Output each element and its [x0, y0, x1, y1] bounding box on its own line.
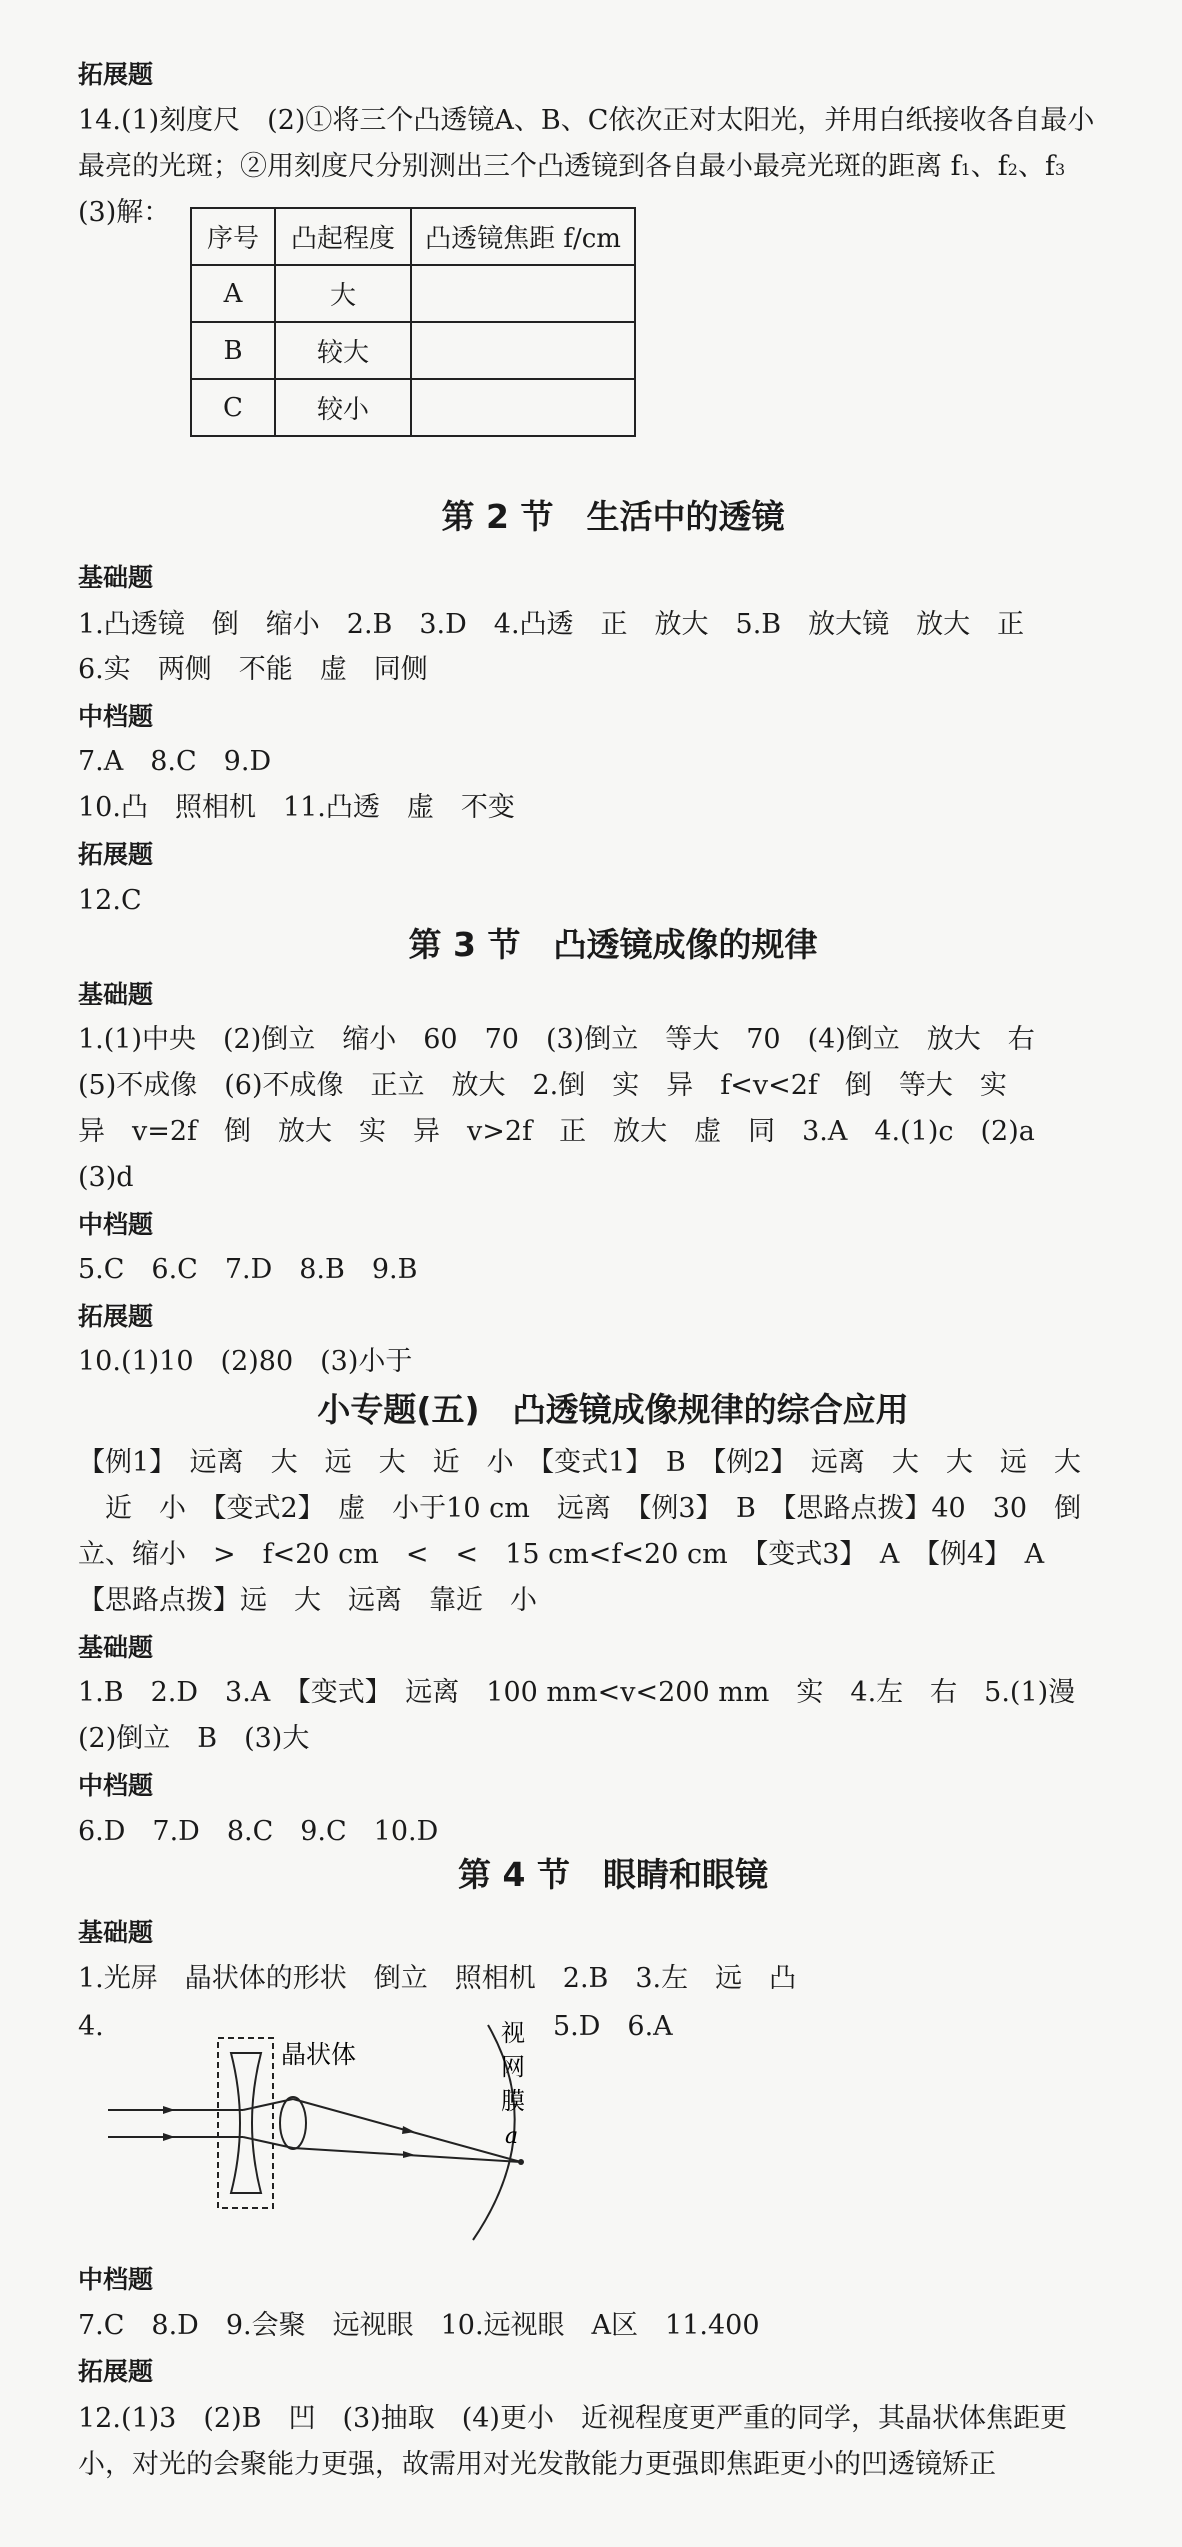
- category-extension: 拓展题: [78, 840, 154, 869]
- category-extension: 拓展题: [78, 1302, 154, 1331]
- lens-label: 晶状体: [281, 2040, 357, 2069]
- s5-line-6: (2)倒立 B (3)大: [78, 1723, 310, 1754]
- sep-2: 、f: [1017, 151, 1055, 182]
- table-cell: 较大: [275, 322, 411, 379]
- table-cell: 较小: [275, 379, 411, 436]
- subscript-3: 3: [1054, 160, 1066, 179]
- category-medium: 中档题: [78, 1771, 154, 1800]
- retina-label-3: 膜: [501, 2087, 525, 2115]
- table-header: 凸透镜焦距 f/cm: [411, 208, 635, 265]
- s4-line-4: 小，对光的会聚能力更强，故需用对光发散能力更强即焦距更小的凹透镜矫正: [78, 2449, 996, 2480]
- q14-line-2: [78, 147, 1065, 187]
- section-4-title: 第 4 节 眼睛和眼镜: [458, 1855, 768, 1894]
- q14-line-3: (3)解：: [78, 197, 171, 228]
- eye-lens-diagram: [103, 2015, 543, 2250]
- s4-after-figure: 5.D 6.A: [553, 2011, 673, 2042]
- s3-line-2: (5)不成像 (6)不成像 正立 放大 2.倒 实 异 f<v<2f 倒 等大 实: [78, 1070, 1007, 1101]
- table-cell: [411, 265, 635, 322]
- focus-point: [518, 2159, 524, 2165]
- s5-line-4: 【思路点拨】远 大 远离 靠近 小: [78, 1585, 537, 1616]
- s5-line-2: 近 小 【变式2】 虚 小于10 cm 远离 【例3】 B 【思路点拨】40 30 倒: [78, 1493, 1082, 1524]
- table-cell: A: [191, 265, 275, 322]
- arrow-icon: [403, 2151, 415, 2158]
- subscript-1: 1: [960, 160, 971, 179]
- s3-line-1: 1.(1)中央 (2)倒立 缩小 60 70 (3)倒立 等大 70 (4)倒立 放大 右: [78, 1024, 1035, 1055]
- concave-lens: [231, 2053, 261, 2193]
- category-extension: 拓展题: [78, 2357, 154, 2386]
- table-cell: B: [191, 322, 275, 379]
- s2-line-5: 12.C: [78, 885, 142, 916]
- arrow-icon: [163, 2106, 175, 2114]
- s4-line-2: 7.C 8.D 9.会聚 远视眼 10.远视眼 A区 11.400: [78, 2310, 760, 2341]
- s5-line-3: 立、缩小 > f<20 cm < < 15 cm<f<20 cm 【变式3】 A 【例4】 A: [78, 1539, 1045, 1570]
- category-basic: 基础题: [78, 1633, 154, 1662]
- table-cell: [411, 379, 635, 436]
- section-3-title: 第 3 节 凸透镜成像的规律: [408, 925, 818, 964]
- s5-line-7: 6.D 7.D 8.C 9.C 10.D: [78, 1816, 439, 1847]
- s2-line-4: 10.凸 照相机 11.凸透 虚 不变: [78, 792, 515, 823]
- arrow-icon: [163, 2133, 175, 2141]
- retina-label-2: 网: [501, 2053, 525, 2081]
- s5-line-1: 【例1】 远离 大 远 大 近 小 【变式1】 B 【例2】 远离 大 大 远 大: [78, 1447, 1081, 1478]
- table-cell: 大: [275, 265, 411, 322]
- q14-line-1: 14.(1)刻度尺 (2)①将三个凸透镜A、B、C依次正对太阳光，并用白纸接收各自最小: [78, 105, 1095, 136]
- crystalline-lens: [280, 2097, 306, 2149]
- category-medium: 中档题: [78, 1210, 154, 1239]
- q14-text: 最亮的光斑；②用刻度尺分别测出三个凸透镜到各自最小最亮光斑的距离 f: [78, 151, 961, 182]
- dashed-box: [218, 2038, 273, 2208]
- section-2-title: 第 2 节 生活中的透镜: [441, 497, 785, 536]
- subscript-2: 2: [1007, 160, 1018, 179]
- table-cell: [411, 322, 635, 379]
- table-cell: C: [191, 379, 275, 436]
- point-label: a: [505, 2124, 519, 2149]
- table-header: 序号: [191, 208, 275, 265]
- table-header-row: [191, 208, 635, 265]
- s5-line-5: 1.B 2.D 3.A 【变式】 远离 100 mm<v<200 mm 实 4.左 右 5.(1)漫: [78, 1677, 1076, 1708]
- s3-line-5: 5.C 6.C 7.D 8.B 9.B: [78, 1254, 418, 1285]
- category-extension: 拓展题: [78, 60, 154, 89]
- s2-line-2: 6.实 两侧 不能 虚 同侧: [78, 654, 428, 685]
- table-row: [191, 322, 635, 379]
- category-basic: 基础题: [78, 980, 154, 1009]
- s3-line-6: 10.(1)10 (2)80 (3)小于: [78, 1346, 413, 1377]
- s4-q4-label: 4.: [78, 2011, 104, 2042]
- category-basic: 基础题: [78, 1918, 154, 1947]
- special-topic-title: 小专题(五) 凸透镜成像规律的综合应用: [317, 1390, 909, 1429]
- s3-line-4: (3)d: [78, 1162, 134, 1193]
- s4-line-1: 1.光屏 晶状体的形状 倒立 照相机 2.B 3.左 远 凸: [78, 1963, 797, 1994]
- sep-1: 、f: [970, 151, 1008, 182]
- category-medium: 中档题: [78, 702, 154, 731]
- table-row: [191, 379, 635, 436]
- s4-line-3: 12.(1)3 (2)B 凹 (3)抽取 (4)更小 近视程度更严重的同学，其晶状体焦距更: [78, 2403, 1067, 2434]
- retina-label-1: 视: [501, 2019, 525, 2047]
- table-row: [191, 265, 635, 322]
- table-header: 凸起程度: [275, 208, 411, 265]
- category-basic: 基础题: [78, 563, 154, 592]
- s2-line-1: 1.凸透镜 倒 缩小 2.B 3.D 4.凸透 正 放大 5.B 放大镜 放大 正: [78, 609, 1025, 640]
- ray-upper-diverged: [243, 2099, 293, 2110]
- s2-line-3: 7.A 8.C 9.D: [78, 746, 272, 777]
- lens-table: [190, 207, 636, 437]
- category-medium: 中档题: [78, 2265, 154, 2294]
- s3-line-3: 异 v=2f 倒 放大 实 异 v>2f 正 放大 虚 同 3.A 4.(1)c (2)a: [78, 1116, 1035, 1147]
